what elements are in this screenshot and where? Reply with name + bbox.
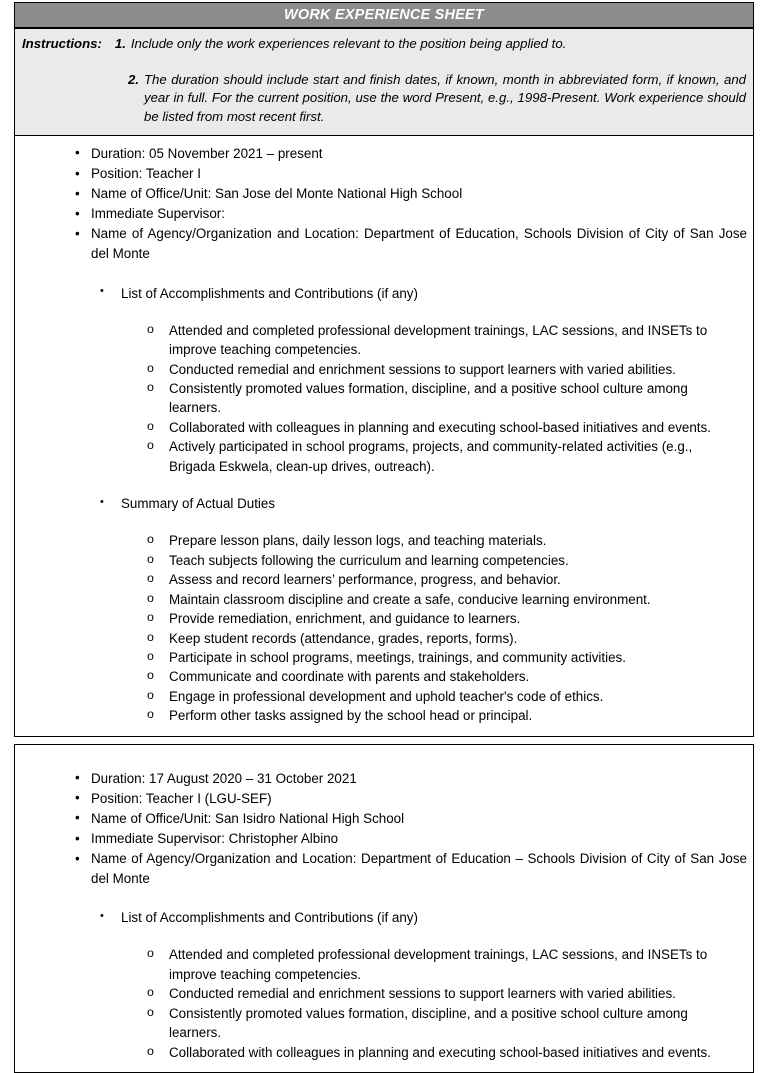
experience-2-accomplishments-list: [21, 945, 747, 1062]
list-item: o Provide remediation, enrichment, and guidance to learners.: [21, 609, 747, 628]
document-title-bar: [14, 2, 754, 29]
experience-2-duration: • Duration: 17 August 2020 – 31 October 2021: [21, 769, 747, 789]
list-item: o Attended and completed professional development trainings, LAC sessions, and INSETs to improve teaching competencies.: [21, 321, 747, 360]
list-item: o Participate in school programs, meetings, trainings, and community activities.: [21, 648, 747, 667]
experience-2-accomplishments-heading: • List of Accomplishments and Contributions (if any): [21, 908, 747, 928]
experience-1-duties-group: [21, 494, 747, 725]
document-body: [14, 2, 754, 1073]
instructions-label: Instructions:: [22, 36, 102, 51]
instruction-2-text: The duration should include start and finish dates, if known, month in abbreviated form, if known, and year in full. For the current position, use the word Present, e.g., 1998-Present. Work experience should be listed from most recent first.: [144, 71, 746, 125]
experience-2-immediate-supervisor: • Immediate Supervisor: Christopher Albino: [21, 829, 747, 849]
experience-2-accomplishments-group: [21, 908, 747, 1062]
experience-1-position: • Position: Teacher I: [21, 164, 747, 184]
experience-1-immediate-supervisor: • Immediate Supervisor:: [21, 204, 747, 224]
experience-2-agency: • Name of Agency/Organization and Location: Department of Education – Schools Division of City of San Jose del Monte: [21, 849, 747, 889]
experience-1-accomplishments-list: [21, 321, 747, 477]
list-item: o Assess and record learners’ performance, progress, and behavior.: [21, 570, 747, 589]
list-item: o Conducted remedial and enrichment sessions to support learners with varied abilities.: [21, 360, 747, 379]
experience-1-duties-heading: • Summary of Actual Duties: [21, 494, 747, 514]
experience-1-duration: • Duration: 05 November 2021 – present: [21, 144, 747, 164]
list-item: o Engage in professional development and uphold teacher's code of ethics.: [21, 687, 747, 706]
experience-1-agency: • Name of Agency/Organization and Location: Department of Education, Schools Division of City of San Jose del Monte: [21, 224, 747, 264]
experience-entry-1: [14, 136, 754, 737]
list-item: o Actively participated in school programs, projects, and community-related activities (e.g., Brigada Eskwela, clean-up drives, outreach).: [21, 437, 747, 476]
list-item: o Collaborated with colleagues in planning and executing school-based initiatives and events.: [21, 418, 747, 437]
instructions-box: [14, 29, 754, 136]
list-item: o Attended and completed professional development trainings, LAC sessions, and INSETs to improve teaching competencies.: [21, 945, 747, 984]
experience-1-office-unit: • Name of Office/Unit: San Jose del Monte National High School: [21, 184, 747, 204]
list-item: o Prepare lesson plans, daily lesson logs, and teaching materials.: [21, 531, 747, 550]
list-item: o Consistently promoted values formation, discipline, and a positive school culture among learners.: [21, 379, 747, 418]
experience-2-fields: [21, 769, 747, 890]
list-item: o Conducted remedial and enrichment sessions to support learners with varied abilities.: [21, 984, 747, 1003]
instruction-1-number: 1.: [114, 36, 126, 51]
experience-2-position: • Position: Teacher I (LGU-SEF): [21, 789, 747, 809]
experience-1-fields: [21, 144, 747, 265]
instruction-2-number: 2.: [128, 71, 139, 87]
list-item: o Collaborated with colleagues in planning and executing school-based initiatives and events.: [21, 1043, 747, 1062]
instruction-item-1: [22, 35, 746, 54]
instruction-1-text: Include only the work experiences relevant to the position being applied to.: [130, 36, 567, 51]
instruction-item-2: [22, 71, 746, 127]
experience-2-office-unit: • Name of Office/Unit: San Isidro National High School: [21, 809, 747, 829]
list-item: o Teach subjects following the curriculum and learning competencies.: [21, 551, 747, 570]
experience-1-accomplishments-heading: • List of Accomplishments and Contributions (if any): [21, 284, 747, 304]
list-item: o Consistently promoted values formation, discipline, and a positive school culture among learners.: [21, 1004, 747, 1043]
experience-1-accomplishments-group: [21, 284, 747, 477]
list-item: o Keep student records (attendance, grades, reports, forms).: [21, 629, 747, 648]
experience-1-duties-list: [21, 531, 747, 725]
page-title: WORK EXPERIENCE SHEET: [284, 7, 484, 23]
list-item: o Perform other tasks assigned by the school head or principal.: [21, 706, 747, 725]
list-item: o Communicate and coordinate with parents and stakeholders.: [21, 667, 747, 686]
list-item: o Maintain classroom discipline and create a safe, conducive learning environment.: [21, 590, 747, 609]
